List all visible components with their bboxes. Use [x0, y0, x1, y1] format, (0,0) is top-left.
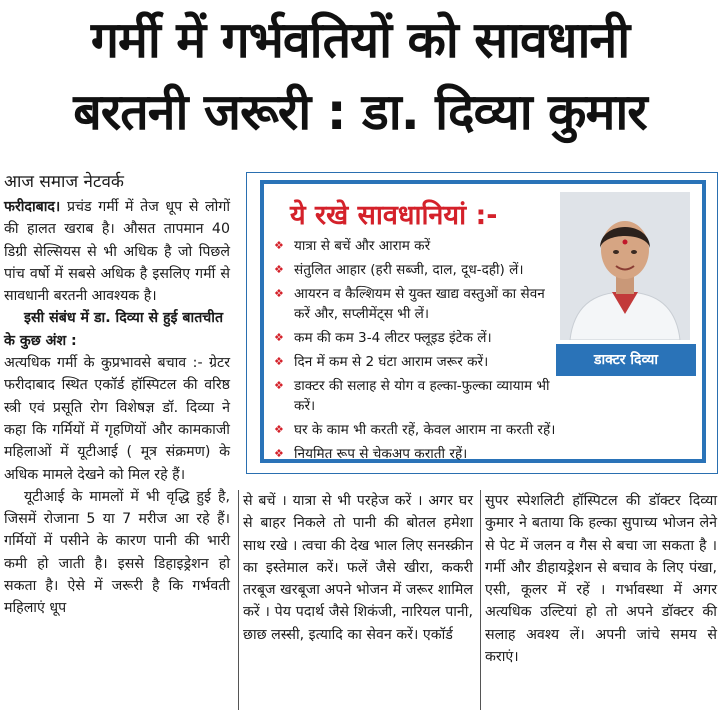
precaution-item	[274, 328, 564, 348]
diamond-bullet-icon: ❖	[274, 263, 284, 276]
paragraph-3: यूटीआई के मामलों में भी वृद्धि हुई है, जिसमें रोजाना 5 या 7 मरीज आ रहे हैं। गर्मियों में पसीने के कारण पानी की भारी कमी हो जाती है। इससे डिहाइड्रेशन हो सकता है। ऐसे में जरूरी है कि गर्भवती महिलाएं धूप	[4, 488, 230, 617]
precaution-text: दिन में कम से 2 घंटा आराम जरूर करें।	[294, 354, 489, 370]
diamond-bullet-icon: ❖	[274, 355, 284, 368]
column-divider	[238, 490, 239, 710]
precaution-text: घर के काम भी करती रहें, केवल आराम ना करती रहें।	[294, 422, 556, 438]
precaution-item	[274, 352, 564, 372]
article-column-3	[485, 490, 717, 668]
article-column-1	[4, 170, 230, 620]
precaution-item	[274, 444, 694, 464]
precaution-text: संतुलित आहार (हरी सब्जी, दाल, दूध-दही) लें।	[294, 262, 524, 278]
precautions-list	[274, 236, 564, 468]
precaution-item	[274, 284, 564, 324]
precaution-text: यात्रा से बचें और आराम करें	[294, 238, 431, 254]
paragraph-1-text: प्रचंड गर्मी में तेज धूप से लोगों की हालत खराब है। औसत तापमान 40 डिग्री सेल्सियस से भी अधिक है जो पिछले पांच वर्षो में सबसे अधिक है इसलिए गर्मी से सावधानी बरतनी आवश्यक है।	[4, 199, 230, 305]
headline-line-2: बरतनी जरूरी : डा. दिव्या कुमार	[73, 83, 647, 141]
doctor-photo	[560, 192, 690, 340]
subhead: इसी संबंध में डा. दिव्या से हुई बातचीत के कुछ अंश :	[4, 310, 224, 349]
photo-caption: डाक्टर दिव्या	[556, 344, 696, 376]
diamond-bullet-icon: ❖	[274, 331, 284, 344]
precautions-box	[260, 180, 706, 463]
precaution-text: कम की कम 3-4 लीटर फ्लूइड इंटेक लें।	[294, 330, 492, 346]
precaution-item	[274, 376, 564, 416]
column-3-text: सुपर स्पेशलिटी हॉस्पिटल की डॉक्टर दिव्या कुमार ने बताया कि हल्का सुपाच्य भोजन लेने से पेट में जलन व गैस से बचा जा सकता है । गर्मी और डीहायड्रेशन से बचाव के लिए पंखा, एसी, कूलर में रहें । गर्भावस्था में अगर अत्यधिक उल्टियां हो तो अपने डॉक्टर की सलाह अवश्य लें। अपनी जांचे समय से कराएं।	[485, 493, 717, 666]
column-divider	[480, 490, 481, 710]
precaution-item	[274, 420, 694, 440]
diamond-bullet-icon: ❖	[274, 379, 284, 392]
precaution-text: नियमित रूप से चेकअप कराती रहें।	[294, 446, 468, 462]
diamond-bullet-icon: ❖	[274, 239, 284, 252]
doctor-portrait-icon	[560, 192, 690, 340]
diamond-bullet-icon: ❖	[274, 447, 284, 460]
precaution-text: आयरन व कैल्शियम से युक्त खाद्य वस्तुओं का सेवन करें और, सप्लीमेंट्स भी लें।	[294, 286, 545, 322]
column-2-text: से बचें । यात्रा से भी परहेज करें । अगर घर से बाहर निकले तो पानी की बोतल हमेशा साथ रखे । त्वचा की देख भाल लिए सनस्क्रीन का इस्तेमाल करें। फलें जैसे खीरा, ककरी तरबूज खरबूजा अपने भोजन में जरूर शामिल करें । पेय पदार्थ जैसे शिकंजी, नारियल पानी, छाछ लस्सी, इत्यादि का सेवन करें। एकॉर्ड	[243, 493, 473, 643]
headline	[0, 4, 720, 148]
diamond-bullet-icon: ❖	[274, 287, 284, 300]
article-column-2	[243, 490, 473, 646]
precautions-title: ये रखे सावधानियां :-	[290, 200, 498, 231]
byline: आज समाज नेटवर्क	[4, 172, 124, 192]
precaution-text: डाक्टर की सलाह से योग व हल्का-फुल्का व्यायाम भी करें।	[294, 378, 550, 414]
diamond-bullet-icon: ❖	[274, 423, 284, 436]
paragraph-1	[4, 196, 230, 307]
precaution-item	[274, 236, 564, 256]
headline-line-1: गर्मी में गर्भवतियों को सावधानी	[90, 11, 630, 69]
precaution-item	[274, 260, 564, 280]
paragraph-2: अत्यधिक गर्मी के कुप्रभावसे बचाव :- ग्रेटर फरीदाबाद स्थित एकॉर्ड हॉस्पिटल की वरिष्ठ स्त्री एवं प्रसूति रोग विशेषज्ञ डॉ. दिव्या ने कहा कि गर्मियों में गृहणियों और कामकाजी महिलाओं में यूटीआई ( मूत्र संक्रमण) के अधिक मामले देखने को मिल रहे हैं।	[4, 355, 230, 483]
dateline: फरीदाबाद।	[4, 199, 61, 215]
